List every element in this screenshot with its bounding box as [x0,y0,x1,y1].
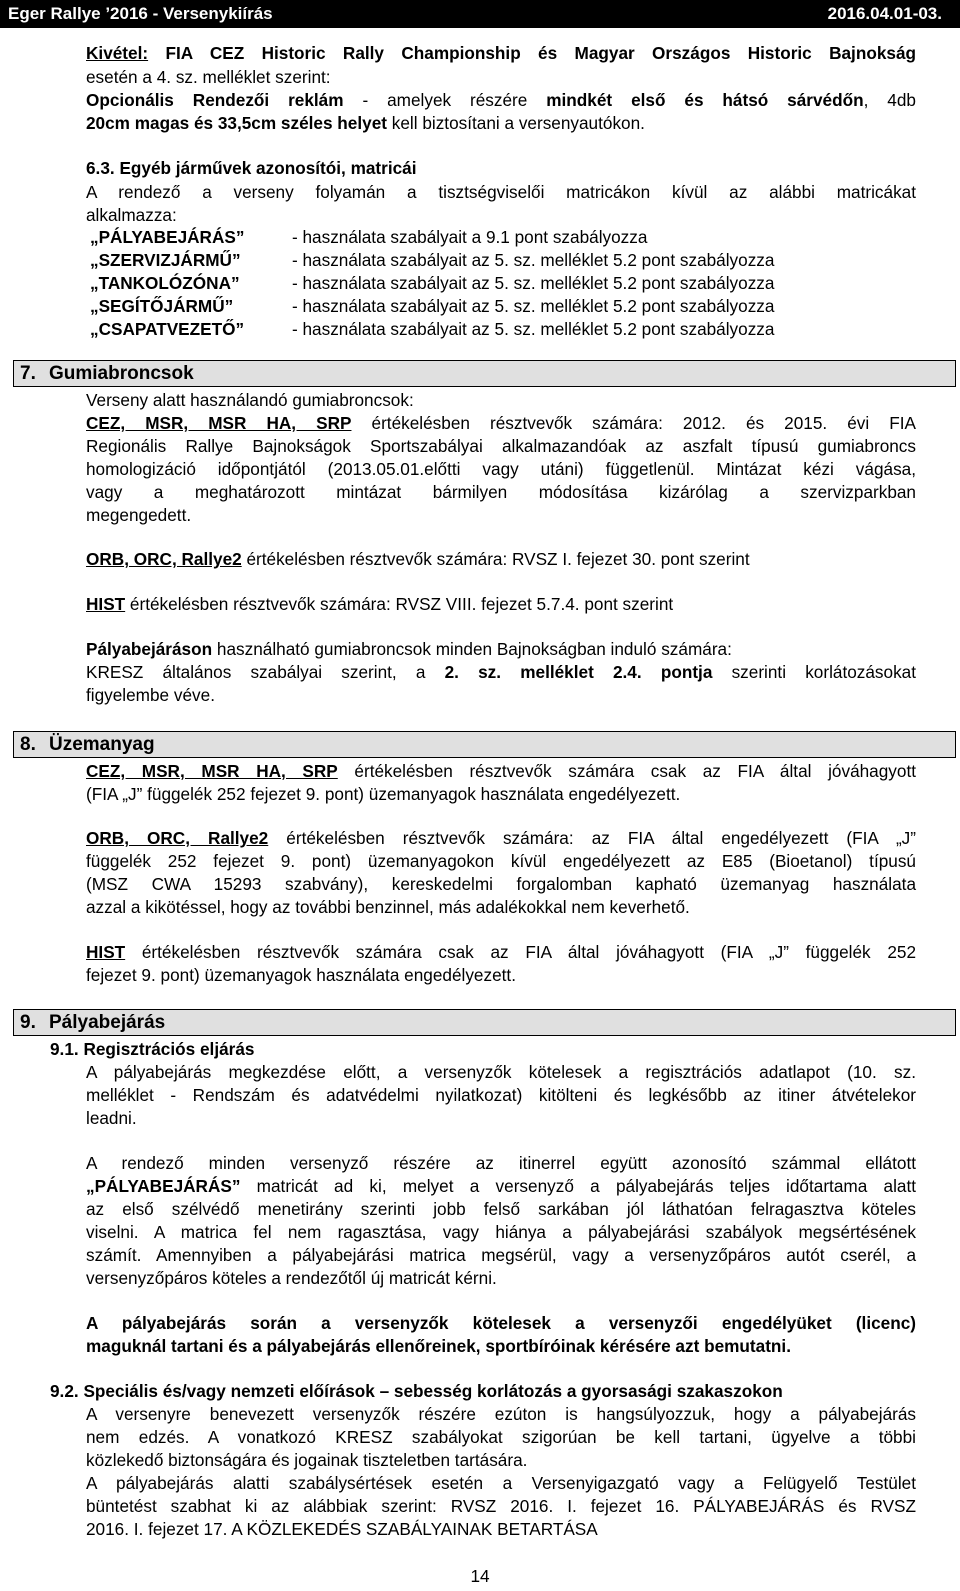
section-6-3-text-1: A rendező a verseny folyamán a tisztségviselői matricákon kívül az alábbi matricákat [86,182,916,202]
recce-text: matricát ad ki, melyet a versenyző a pályabejárás teljes időtartama alatt [240,1176,916,1196]
annex-reference: 2. sz. melléklet 2.4. pontja [444,662,713,682]
intro-text: , 4db [863,90,916,110]
sticker-rule: - használata szabályait az 5. sz. melléklet 5.2 pont szabályozza [292,296,775,316]
fuel-cez-line-2: (FIA „J” függelék 252 fejezet 9. pont) üzemanyagok használata engedélyezett. [86,784,681,804]
fuel-hist-line-2: fejezet 9. pont) üzemanyagok használata engedélyezett. [86,965,516,985]
section-number: 9. [20,1012,36,1033]
tyres-cez-line [86,412,916,434]
intro-bold-text: 20cm magas és 33,5cm széles helyet [86,113,387,133]
sticker-name: „SEGÍTŐJÁRMŰ” [90,296,234,316]
section-number: 8. [20,734,36,755]
speed-limit-text: A versenyre benevezett versenyzők részére ezúton is hangsúlyozzuk, hogy a pályabejárás [86,1404,916,1424]
section-7-heading [13,360,956,387]
recce-sticker-text [86,1175,916,1197]
fuel-orb-line-4: azzal a kikötéssel, hogy az további benzinnel, más adalékokkal nem keverhető. [86,897,690,917]
registration-text: A pályabejárás megkezdése előtt, a versenyzők kötelesek a regisztrációs adatlapot (10. sz. [86,1062,916,1082]
tyres-intro: Verseny alatt használandó gumiabroncsok: [86,390,414,410]
category-label: HIST [86,594,126,614]
section-6-3-text-2: alkalmazza: [86,205,177,225]
tyres-line-3: Regionális Rallye Bajnokságok Sportszabályai alkalmazandóak az aszfalt típusú gumiabroncs [86,436,916,456]
intro-bold-text: mindkét első és hátsó sárvédőn [546,90,864,110]
sticker-rule: - használata szabályait az 5. sz. melléklet 5.2 pont szabályozza [292,319,775,339]
section-9-heading [13,1009,956,1036]
recce-sticker-text: versenyzőpáros köteles a rendezőtől új matricát kérni. [86,1268,497,1288]
subsection-9-1-title: 9.1. Regisztrációs eljárás [50,1039,255,1059]
section-number: 7. [20,363,36,384]
tyres-line-5: vagy a meghatározott mintázat bármilyen módosítása kizárólag a szervizparkban [86,482,916,502]
registration-text: leadni. [86,1108,137,1128]
recce-label: Pályabejáráson [86,639,213,659]
speed-limit-text: nem edzés. A vonatkozó KRESZ szabályokat szigorúan be kell tartani, ügyelve a többi [86,1427,916,1447]
tyres-text: értékelésben résztvevők számára: 2012. és 2015. évi FIA [351,413,917,433]
recce-sticker-text: A rendező minden versenyző részére az itinerrel együtt azonosító számmal ellátott [86,1153,916,1173]
exception-label: Kivétel: [86,43,149,63]
sticker-name: „TANKOLÓZÓNA” [90,273,240,293]
section-title: Pályabejárás [49,1012,166,1033]
optional-ad-label: Opcionális Rendezői reklám [86,90,344,110]
category-label: HIST [86,942,126,962]
speed-limit-text: büntetést szabhat ki az alábbiak szerint: RVSZ 2016. I. fejezet 16. PÁLYABEJÁRÁS és RVSZ [86,1496,916,1516]
speed-limit-text: A pályabejárás alatti szabálysértések esetén a Versenyigazgató vagy a Felügyelő Testület [86,1473,916,1493]
recce-tyres-line-3: figyelembe véve. [86,685,215,705]
fuel-orb-line-2: függelék 252 fejezet 9. pont) üzemanyagokon kívül engedélyezett az E85 (Bioetanol) típusú [86,851,916,871]
recce-sticker-text: számít. Amennyiben a pályabejárási matrica megsérül, vagy a versenyzőpáros autót cserél, a [86,1245,916,1265]
sticker-rule: - használata szabályait az 5. sz. melléklet 5.2 pont szabályozza [292,273,775,293]
fuel-text: értékelésben résztvevők számára: az FIA által engedélyezett (FIA „J” [268,828,917,848]
fuel-text: értékelésben résztvevők számára csak az FIA által jóváhagyott (FIA „J” függelék 252 [125,942,916,962]
recce-sticker-text: viselni. A matrica fel nem ragasztása, vagy hiánya a pályabejárási szabályok megsértésének [86,1222,916,1242]
header-title: Eger Rallye ’2016 - Versenykiírás [8,4,273,23]
registration-text: melléklet - Rendszám és adatvédelmi nyilatkozat) kitölteni és legkésőbb az itiner átvételekor [86,1085,916,1105]
section-title: Üzemanyag [49,734,155,755]
category-label: ORB, ORC, Rallye2 [86,828,269,848]
section-6-3-title: 6.3. Egyéb járművek azonosítói, matricái [86,158,417,178]
intro-line-1 [86,42,916,64]
intro-line-4 [86,112,645,134]
recce-sticker-text: az első szélvédő menetirány szerinti jobb felső sarkában jól láthatóan felragasztva köteles [86,1199,916,1219]
fuel-hist-line-1 [86,941,916,963]
tyres-text: értékelésben résztvevők számára: RVSZ I. fejezet 30. pont szerint [241,549,750,569]
header-date: 2016.04.01-03. [827,4,942,23]
tyres-text: KRESZ általános szabályai szerint, a [86,662,445,682]
intro-line-3 [86,89,916,111]
tyres-line-6: megengedett. [86,505,192,525]
sticker-name: „CSAPATVEZETŐ” [90,319,245,339]
category-label: CEZ, MSR, MSR HA, SRP [86,761,338,781]
sticker-rule: - használata szabályait az 5. sz. melléklet 5.2 pont szabályozza [292,250,775,270]
page-number: 14 [470,1566,490,1586]
sticker-name: „PÁLYABEJÁRÁS” [86,1176,241,1196]
fuel-cez-line-1 [86,760,916,782]
sticker-name: „SZERVIZJÁRMŰ” [90,250,241,270]
recce-tyres-line-2 [86,661,916,683]
tyres-text: használható gumiabroncsok minden Bajnokságban induló számára: [212,639,732,659]
subsection-9-2-title: 9.2. Speciális és/vagy nemzeti előírások – sebesség korlátozás a gyorsasági szakaszokon [50,1381,783,1401]
intro-text: kell biztosítani a versenyautókon. [386,113,645,133]
category-label: ORB, ORC, Rallye2 [86,549,242,569]
section-title: Gumiabroncsok [49,363,194,384]
fuel-orb-line-1 [86,827,916,849]
fuel-text: értékelésben résztvevők számára csak az FIA által jóváhagyott [337,761,917,781]
sticker-name: „PÁLYABEJÁRÁS” [90,227,245,247]
tyres-hist-line [86,593,673,615]
tyres-text: értékelésben résztvevők számára: RVSZ VIII. fejezet 5.7.4. pont szerint [125,594,674,614]
recce-tyres-line-1 [86,638,732,660]
tyres-orb-line [86,548,750,570]
intro-text: - amelyek részére [343,90,547,110]
sticker-rule: - használata szabályait a 9.1 pont szabályozza [292,227,648,247]
document-header [0,0,960,28]
licence-notice: A pályabejárás során a versenyzők kötelesek a versenyzői engedélyüket (licenc) [86,1313,916,1333]
intro-line-2: esetén a 4. sz. melléklet szerint: [86,67,331,87]
exception-text: FIA CEZ Historic Rally Championship és Magyar Országos Historic Bajnokság [148,43,916,63]
fuel-orb-line-3: (MSZ CWA 15293 szabvány), kereskedelmi forgalomban kapható üzemanyag használata [86,874,916,894]
section-8-heading [13,731,956,758]
speed-limit-text: 2016. I. fejezet 17. A KÖZLEKEDÉS SZABÁLYAINAK BETARTÁSA [86,1519,598,1539]
tyres-line-4: homologizáció időpontjától (2013.05.01.előtti vagy utáni) függetlenül. Mintázat kézi vágása, [86,459,916,479]
speed-limit-text: közlekedő biztonságára és jogainak tiszteletben tartására. [86,1450,528,1470]
category-label: CEZ, MSR, MSR HA, SRP [86,413,352,433]
tyres-text: szerinti korlátozásokat [712,662,917,682]
licence-notice: maguknál tartani és a pályabejárás ellenőreinek, sportbíróinak kérésére azt bemutatni. [86,1336,791,1356]
